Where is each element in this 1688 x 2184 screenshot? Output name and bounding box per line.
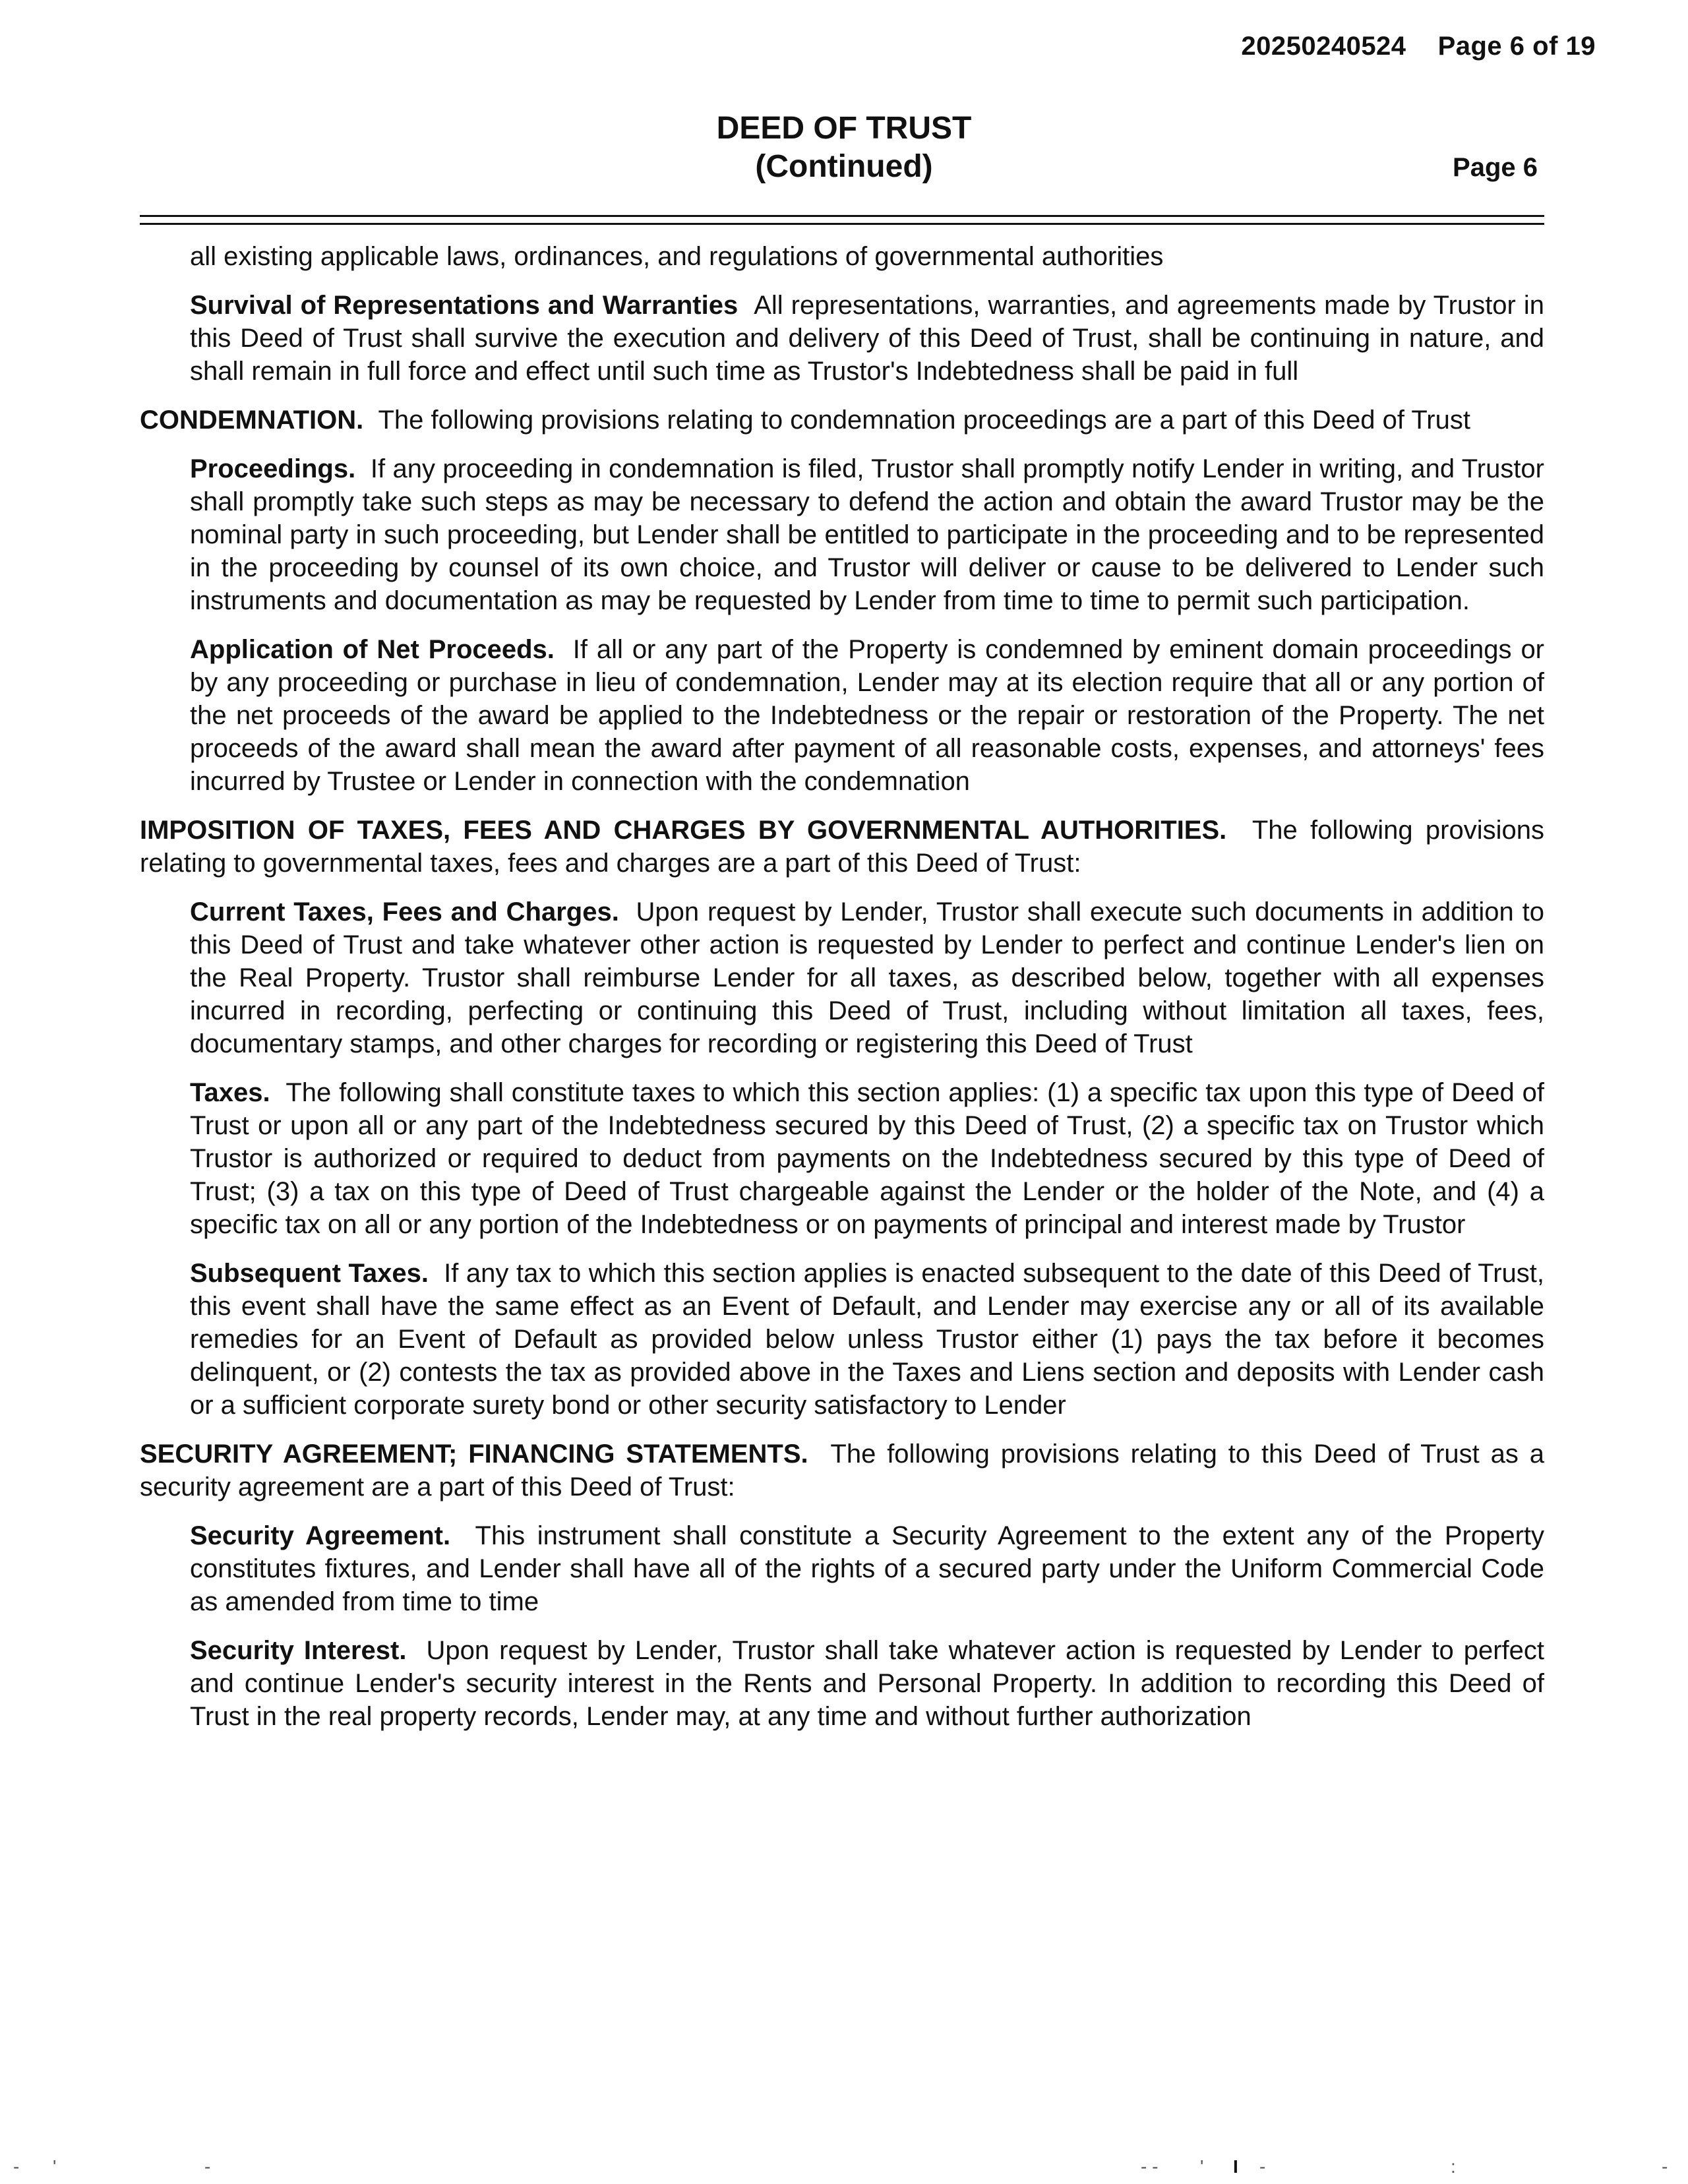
paragraph-survival xyxy=(140,289,1544,388)
recording-header xyxy=(1241,32,1596,61)
page-of-label: Page 6 of 19 xyxy=(1437,32,1596,61)
paragraph-security-interest xyxy=(140,1634,1544,1733)
paragraph-text: If all or any part of the Property is condemned by eminent domain proceedings or by any proceeding or purchase in lieu of condemnation, Lender may at its election require that all or any portion of the net proceeds of the award be applied to the Indebtedness or the repair or restoration of the Property. The net proceeds of the award shall mean the award after payment of all reasonable costs, expenses, and attorneys' fees incurred by Trustee or Lender in connection with the condemnation xyxy=(190,635,1545,796)
paragraph-proceedings xyxy=(140,452,1544,617)
paragraph-0: all existing applicable laws, ordinances, and regulations of governmental authorities xyxy=(190,242,1164,271)
paragraph-heading: Proceedings. xyxy=(190,454,356,483)
scan-mark: - xyxy=(204,2156,211,2177)
scan-mark: I xyxy=(1233,2156,1238,2177)
paragraph-heading: Security Interest. xyxy=(190,1636,407,1665)
paragraph-heading: Security Agreement. xyxy=(190,1521,451,1550)
scan-artifacts xyxy=(0,2156,1688,2176)
section-heading: CONDEMNATION. xyxy=(140,406,364,435)
paragraph-text: Upon request by Lender, Trustor shall execute such documents in addition to this Deed of Trust and take whatever other action is requested by Lender to perfect and continue Lender's lien on the Real Property. Trustor shall reimburse Lender for all taxes, as described below, together with all expenses incurred in recording, perfecting or continuing this Deed of Trust, including without limitation all taxes, fees, documentary stamps, and other charges for recording or registering this Deed of Trust xyxy=(190,897,1544,1058)
paragraph-text: Upon request by Lender, Trustor shall take whatever action is requested by Lender to perfect and continue Lender's security interest in the Rents and Personal Property. In addition to recording this Deed of Trust in the real property records, Lender may, at any time and without further authorization xyxy=(190,1636,1544,1731)
scan-mark: : xyxy=(1451,2156,1456,2177)
section-text: The following provisions relating to governmental taxes, fees and charges are a part of this Deed of Trust: xyxy=(140,816,1545,878)
paragraph-heading: Survival of Representations and Warranties xyxy=(190,291,738,320)
paragraph-taxes xyxy=(140,1076,1544,1241)
section-text: The following provisions relating to condemnation proceedings are a part of this Deed of Trust xyxy=(378,406,1470,435)
document-title-block xyxy=(0,109,1688,186)
section-heading: IMPOSITION OF TAXES, FEES AND CHARGES BY GOVERNMENTAL AUTHORITIES. xyxy=(140,816,1227,845)
document-subtitle: (Continued) xyxy=(755,149,933,184)
paragraph-net-proceeds xyxy=(140,633,1544,798)
scan-mark: ' xyxy=(1200,2156,1204,2177)
scan-mark: - xyxy=(1259,2156,1266,2177)
section-condemnation xyxy=(140,404,1544,437)
page-number-label: Page 6 xyxy=(1453,153,1538,182)
section-imposition-of-taxes xyxy=(140,814,1544,880)
paragraph-heading: Subsequent Taxes. xyxy=(190,1259,429,1288)
document-body xyxy=(140,240,1544,1749)
paragraph-text: This instrument shall constitute a Security Agreement to the extent any of the Property constitutes fixtures, and Lender shall have all of the rights of a secured party under the Uniform Commercial Code as amended from time to time xyxy=(190,1521,1545,1616)
paragraph-heading: Taxes. xyxy=(190,1078,270,1107)
paragraph-current-taxes xyxy=(140,895,1544,1060)
document-title: DEED OF TRUST xyxy=(716,111,972,146)
section-text: The following provisions relating to this Deed of Trust as a security agreement are a part of this Deed of Trust: xyxy=(140,1440,1544,1502)
scan-mark: - xyxy=(13,2156,20,2177)
paragraph-heading: Application of Net Proceeds. xyxy=(190,635,555,664)
paragraph-security-agreement xyxy=(140,1519,1544,1618)
scan-mark: - - xyxy=(1141,2156,1159,2177)
header-rule-bottom xyxy=(140,223,1544,225)
paragraph-text: If any proceeding in condemnation is filed, Trustor shall promptly notify Lender in writing, and Trustor shall promptly take such steps as may be necessary to defend the action and obtain the award Trustor may be the nominal party in such proceeding, but Lender shall be entitled to participate in the proceeding and to be represented in the proceeding by counsel of its own choice, and Trustor will deliver or cause to be delivered to Lender such instruments and documentation as may be requested by Lender from time to time to permit such participation. xyxy=(190,454,1544,615)
recording-number: 20250240524 xyxy=(1241,32,1406,61)
scan-mark: ' xyxy=(53,2156,57,2177)
paragraph-text: The following shall constitute taxes to which this section applies: (1) a specific tax upon this type of Deed of Trust or upon all or any part of the Indebtedness secured by this Deed of Trust, (2) a specific tax on Trustor which Trustor is authorized or required to deduct from payments on the Indebtedness secured by this type of Deed of Trust; (3) a tax on this type of Deed of Trust chargeable against the Lender or the holder of the Note, and (4) a specific tax on all or any portion of the Indebtedness or on payments of principal and interest made by Trustor xyxy=(190,1078,1544,1239)
section-security-agreement xyxy=(140,1438,1544,1503)
scan-mark: - xyxy=(1662,2156,1668,2177)
section-heading: SECURITY AGREEMENT; FINANCING STATEMENTS. xyxy=(140,1440,808,1469)
paragraph-subsequent-taxes xyxy=(140,1257,1544,1422)
paragraph-heading: Current Taxes, Fees and Charges. xyxy=(190,897,619,926)
header-rule-top xyxy=(140,215,1544,217)
paragraph-text: If any tax to which this section applies is enacted subsequent to the date of this Deed of Trust, this event shall have the same effect as an Event of Default, and Lender may exercise any or all of its available remedies for an Event of Default as provided below unless Trustor either (1) pays the tax before it becomes delinquent, or (2) contests the tax as provided above in the Taxes and Liens section and deposits with Lender cash or a sufficient corporate surety bond or other security satisfactory to Lender xyxy=(190,1259,1544,1420)
paragraph-text: All representations, warranties, and agreements made by Trustor in this Deed of Trust shall survive the execution and delivery of this Deed of Trust, shall be continuing in nature, and shall remain in full force and effect until such time as Trustor's Indebtedness shall be paid in full xyxy=(190,291,1545,386)
